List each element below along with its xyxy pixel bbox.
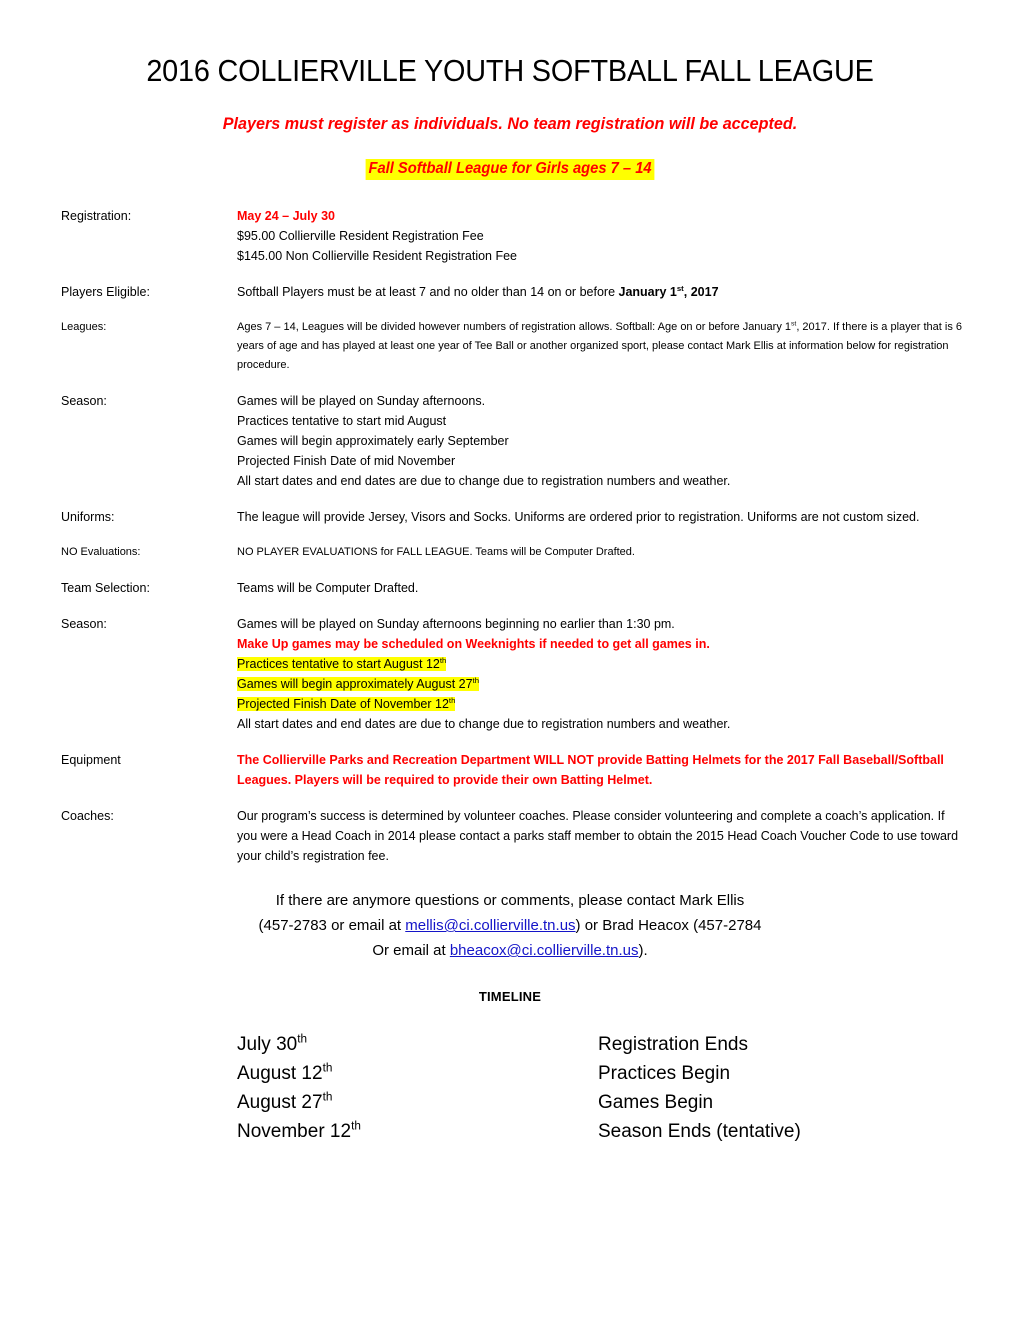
section-label-equipment: Equipment	[61, 753, 121, 768]
season2-line-4-highlight	[237, 677, 479, 691]
timeline-date-text: August 12	[237, 1063, 323, 1085]
section-content-equipment: The Collierville Parks and Recreation Department WILL NOT provide Batting Helmets for the 2017 Fall Baseball/Softball Leagues. Players will be required to provide their own Batting Helmet.	[237, 753, 944, 788]
league-subtitle: Fall Softball League for Girls ages 7 – 14	[366, 159, 655, 180]
season2-line-4-games	[237, 674, 968, 694]
section-leagues	[0, 318, 1020, 375]
season1-line-2: Practices tentative to start mid August	[237, 414, 447, 429]
section-coaches	[0, 806, 1020, 866]
section-label-season-second: Season:	[61, 617, 107, 632]
contact-line-3-pre: Or email at	[372, 942, 450, 960]
season2-line-5-text: Projected Finish Date of November 12	[237, 697, 449, 712]
players-eligible-text: Softball Players must be at least 7 and no older than 14 on or before	[237, 285, 619, 300]
section-no-evaluations	[0, 543, 1020, 562]
section-content-no-evaluations: NO PLAYER EVALUATIONS for FALL LEAGUE. Teams will be Computer Drafted.	[237, 546, 635, 559]
timeline-row	[237, 1088, 1020, 1117]
section-team-selection	[0, 578, 1020, 598]
registration-fee-nonresident: $145.00 Non Collierville Resident Registration Fee	[237, 249, 518, 264]
timeline-date	[237, 1059, 598, 1088]
section-label-leagues: Leagues:	[61, 321, 107, 334]
registration-fee-resident: $95.00 Collierville Resident Registration Fee	[237, 229, 484, 244]
contact-line-3	[0, 938, 1020, 963]
email-link-bheacox[interactable]: bheacox@ci.collierville.tn.us	[449, 942, 639, 960]
timeline-description: Games Begin	[598, 1092, 714, 1114]
league-subtitle-wrap	[0, 134, 1020, 180]
contact-line-1: If there are anymore questions or comments, please contact Mark Ellis	[275, 892, 745, 910]
season2-line-3-sup: th	[439, 655, 447, 665]
season2-line-3-highlight	[237, 657, 446, 671]
registration-dates: May 24 – July 30	[237, 209, 335, 224]
season1-line-4: Projected Finish Date of mid November	[237, 454, 456, 469]
timeline-row	[237, 1059, 1020, 1088]
season1-line-5: All start dates and end dates are due to change due to registration numbers and weather.	[237, 474, 731, 489]
timeline-table	[0, 1030, 1020, 1146]
section-content-registration	[237, 206, 1020, 266]
season2-line-3-text: Practices tentative to start August 12	[237, 657, 440, 672]
leagues-text-b: , 2017. If there is a player that is 6 years of age and has played at least one year of Tee Ball or another organized sport, please contact Mark Ellis at information below for registration procedure.	[237, 321, 963, 372]
section-label-coaches: Coaches:	[61, 809, 114, 824]
section-label-players-eligible: Players Eligible:	[61, 285, 150, 300]
section-list	[0, 206, 1020, 866]
timeline-date	[237, 1030, 598, 1059]
section-label-registration: Registration:	[61, 209, 132, 224]
players-eligible-line	[237, 282, 968, 302]
season1-line-3: Games will begin approximately early September	[237, 434, 509, 449]
season2-line-2-makeup: Make Up games may be scheduled on Weeknights if needed to get all games in.	[237, 637, 710, 652]
section-season-second	[0, 614, 1020, 734]
players-eligible-date-post: , 2017	[683, 285, 719, 300]
timeline-description: Practices Begin	[598, 1063, 731, 1085]
season2-line-4-sup: th	[472, 675, 480, 685]
leagues-ordinal-sup: st	[791, 320, 797, 328]
timeline-date-sup: th	[322, 1090, 333, 1104]
section-content-uniforms: The league will provide Jersey, Visors and Socks. Uniforms are ordered prior to registration. Uniforms are not custom sized.	[237, 510, 920, 525]
season1-line-1: Games will be played on Sunday afternoons.	[237, 394, 486, 409]
section-content-players-eligible	[237, 282, 1020, 302]
timeline-description: Registration Ends	[598, 1034, 748, 1056]
season2-line-4-text: Games will begin approximately August 27	[237, 677, 473, 692]
contact-block	[0, 888, 1020, 963]
players-eligible-date-pre: January 1	[618, 285, 677, 300]
timeline-date-sup: th	[322, 1061, 333, 1075]
timeline-date-text: July 30	[237, 1034, 298, 1056]
section-content-season-second	[237, 614, 1020, 734]
contact-line-2-pre: (457-2783 or email at	[258, 917, 406, 935]
section-content-season-first	[237, 391, 1020, 491]
section-content-team-selection: Teams will be Computer Drafted.	[237, 581, 419, 596]
section-label-team-selection: Team Selection:	[61, 581, 150, 596]
section-players-eligible	[0, 282, 1020, 302]
timeline-date-text: August 27	[237, 1092, 323, 1114]
section-label-uniforms: Uniforms:	[61, 510, 115, 525]
players-eligible-date	[619, 285, 719, 299]
season2-line-5-highlight	[237, 697, 455, 711]
contact-line-2-post: ) or Brad Heacox (457-2784	[575, 917, 762, 935]
section-label-no-evaluations: NO Evaluations:	[61, 546, 141, 559]
timeline-row	[237, 1117, 1020, 1146]
season2-line-1: Games will be played on Sunday afternoons beginning no earlier than 1:30 pm.	[237, 617, 675, 632]
season2-line-6: All start dates and end dates are due to change due to registration numbers and weather.	[237, 717, 731, 732]
contact-line-3-post: ).	[638, 942, 648, 960]
section-content-leagues	[237, 318, 1020, 375]
section-registration	[0, 206, 1020, 266]
page-title: 2016 COLLIERVILLE YOUTH SOFTBALL FALL LEAGUE	[146, 53, 874, 88]
email-link-mellis[interactable]: mellis@ci.collierville.tn.us	[405, 917, 576, 935]
section-label-season-first: Season:	[61, 394, 107, 409]
section-uniforms	[0, 507, 1020, 527]
season2-line-3-practices	[237, 654, 968, 674]
registration-notice: Players must register as individuals. No team registration will be accepted.	[222, 114, 798, 134]
timeline-date	[237, 1117, 598, 1146]
timeline-date	[237, 1088, 598, 1117]
timeline-date-sup: th	[297, 1032, 308, 1046]
players-eligible-date-sup: st	[676, 283, 684, 293]
timeline-date-sup: th	[351, 1119, 361, 1133]
season2-line-5-finish	[237, 694, 968, 714]
timeline-date-text: November 12	[237, 1121, 352, 1143]
contact-line-2	[0, 913, 1020, 938]
timeline-heading: TIMELINE	[478, 989, 542, 1005]
leagues-text-a: Ages 7 – 14, Leagues will be divided however numbers of registration allows. Softball: Age on or before January 1	[237, 321, 791, 334]
section-equipment	[0, 750, 1020, 790]
timeline-row	[237, 1030, 1020, 1059]
timeline-description: Season Ends (tentative)	[598, 1121, 801, 1143]
section-season-first	[0, 391, 1020, 491]
section-content-coaches: Our program’s success is determined by volunteer coaches. Please consider volunteering and complete a coach’s application. If you were a Head Coach in 2014 please contact a parks staff member to obtain the 2015 Head Coach Voucher Code to use toward your child’s registration fee.	[237, 809, 959, 864]
season2-line-5-sup: th	[448, 695, 456, 705]
